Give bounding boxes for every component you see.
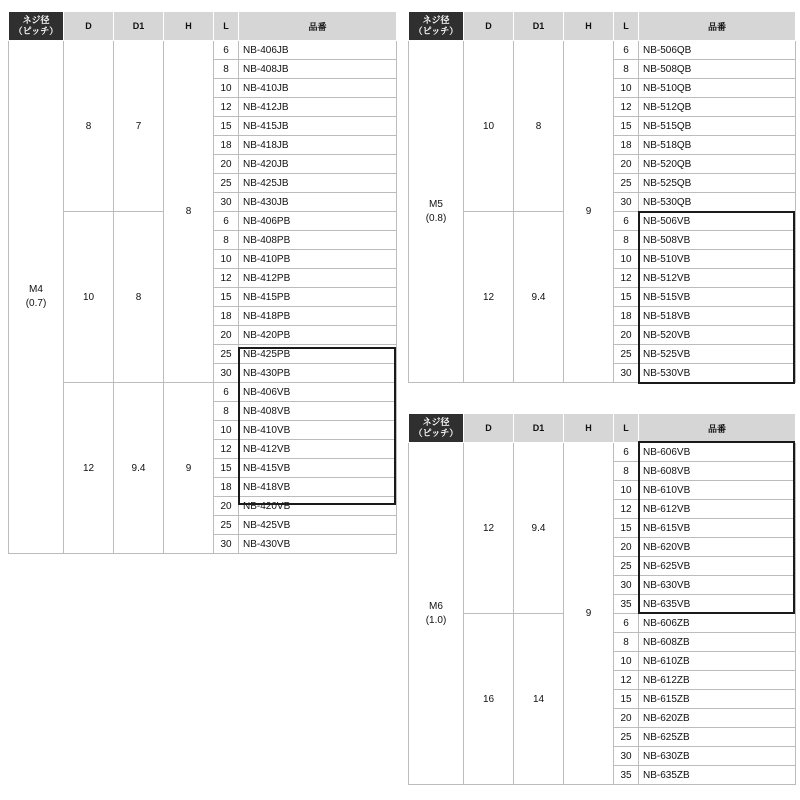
cell-part-number: NB-408JB (239, 60, 397, 79)
cell-part-number: NB-425VB (239, 516, 397, 535)
spec-table-m6 (408, 413, 796, 785)
cell-part-number: NB-406JB (239, 41, 397, 60)
cell-d1: 9.4 (114, 383, 164, 554)
cell-part-number: NB-512VB (639, 269, 796, 288)
col-header-h: H (564, 414, 614, 443)
spec-table-m5 (408, 11, 796, 383)
cell-part-number: NB-412JB (239, 98, 397, 117)
cell-l: 20 (614, 709, 639, 728)
cell-l: 6 (214, 383, 239, 402)
cell-d: 16 (464, 614, 514, 785)
cell-h: 9 (164, 383, 214, 554)
cell-part-number: NB-630VB (639, 576, 796, 595)
cell-l: 12 (214, 269, 239, 288)
cell-part-number: NB-620VB (639, 538, 796, 557)
cell-l: 6 (614, 443, 639, 462)
header-row (9, 12, 397, 41)
cell-l: 30 (214, 535, 239, 554)
cell-l: 15 (214, 459, 239, 478)
cell-part-number: NB-512QB (639, 98, 796, 117)
thread-size-cell (409, 41, 464, 383)
cell-part-number: NB-635ZB (639, 766, 796, 785)
cell-l: 15 (214, 288, 239, 307)
cell-part-number: NB-410JB (239, 79, 397, 98)
cell-l: 12 (214, 440, 239, 459)
cell-part-number: NB-420JB (239, 155, 397, 174)
cell-l: 6 (614, 614, 639, 633)
table-row (409, 443, 796, 462)
cell-part-number: NB-412PB (239, 269, 397, 288)
col-header-part: 品番 (639, 12, 796, 41)
cell-l: 18 (614, 136, 639, 155)
cell-part-number: NB-518VB (639, 307, 796, 326)
cell-l: 25 (614, 345, 639, 364)
cell-part-number: NB-408PB (239, 231, 397, 250)
cell-l: 15 (614, 117, 639, 136)
cell-d: 12 (464, 212, 514, 383)
cell-l: 20 (214, 155, 239, 174)
cell-l: 6 (214, 41, 239, 60)
spec-table-m4 (8, 11, 397, 554)
col-header-d1: D1 (114, 12, 164, 41)
cell-d: 10 (464, 41, 514, 212)
thread-header-line1: ネジ径 (422, 417, 450, 427)
cell-part-number: NB-525QB (639, 174, 796, 193)
cell-part-number: NB-408VB (239, 402, 397, 421)
cell-part-number: NB-625ZB (639, 728, 796, 747)
thread-header-line1: ネジ径 (22, 15, 50, 25)
cell-part-number: NB-425JB (239, 174, 397, 193)
thread-pitch: (0.7) (25, 298, 47, 309)
cell-part-number: NB-525VB (639, 345, 796, 364)
cell-l: 8 (614, 231, 639, 250)
cell-part-number: NB-415JB (239, 117, 397, 136)
cell-l: 18 (214, 136, 239, 155)
cell-l: 25 (214, 345, 239, 364)
cell-l: 30 (614, 747, 639, 766)
cell-part-number: NB-510VB (639, 250, 796, 269)
cell-l: 10 (214, 250, 239, 269)
col-header-d: D (464, 414, 514, 443)
cell-part-number: NB-606ZB (639, 614, 796, 633)
cell-part-number: NB-425PB (239, 345, 397, 364)
cell-part-number: NB-608VB (639, 462, 796, 481)
cell-l: 25 (214, 516, 239, 535)
cell-part-number: NB-420VB (239, 497, 397, 516)
cell-part-number: NB-530VB (639, 364, 796, 383)
thread-size-cell (409, 443, 464, 785)
col-header-d1: D1 (514, 414, 564, 443)
col-header-thread (409, 414, 464, 443)
cell-part-number: NB-615ZB (639, 690, 796, 709)
col-header-d: D (64, 12, 114, 41)
cell-part-number: NB-410PB (239, 250, 397, 269)
cell-d1: 14 (514, 614, 564, 785)
cell-part-number: NB-510QB (639, 79, 796, 98)
cell-l: 18 (614, 307, 639, 326)
cell-l: 10 (614, 250, 639, 269)
thread-header-line2: （ピッチ） (13, 26, 59, 36)
cell-l: 18 (214, 478, 239, 497)
col-header-thread (409, 12, 464, 41)
cell-part-number: NB-610ZB (639, 652, 796, 671)
col-header-h: H (564, 12, 614, 41)
col-header-part: 品番 (239, 12, 397, 41)
col-header-thread (9, 12, 64, 41)
cell-l: 30 (614, 193, 639, 212)
cell-l: 15 (614, 288, 639, 307)
col-header-l: L (614, 414, 639, 443)
cell-l: 30 (614, 364, 639, 383)
cell-l: 35 (614, 595, 639, 614)
cell-l: 30 (614, 576, 639, 595)
cell-part-number: NB-508QB (639, 60, 796, 79)
table-row (9, 41, 397, 60)
cell-d1: 9.4 (514, 443, 564, 614)
cell-part-number: NB-430VB (239, 535, 397, 554)
cell-h: 9 (564, 41, 614, 383)
cell-l: 8 (614, 633, 639, 652)
col-header-l: L (614, 12, 639, 41)
table-row (409, 41, 796, 60)
cell-l: 10 (214, 79, 239, 98)
cell-l: 35 (614, 766, 639, 785)
cell-part-number: NB-612VB (639, 500, 796, 519)
thread-header-line2: （ピッチ） (413, 428, 459, 438)
cell-part-number: NB-418PB (239, 307, 397, 326)
cell-l: 15 (614, 519, 639, 538)
cell-part-number: NB-620ZB (639, 709, 796, 728)
cell-part-number: NB-410VB (239, 421, 397, 440)
cell-part-number: NB-418JB (239, 136, 397, 155)
cell-part-number: NB-610VB (639, 481, 796, 500)
cell-l: 25 (614, 728, 639, 747)
cell-l: 20 (214, 326, 239, 345)
cell-part-number: NB-608ZB (639, 633, 796, 652)
cell-l: 8 (214, 231, 239, 250)
col-header-part: 品番 (639, 414, 796, 443)
cell-part-number: NB-506VB (639, 212, 796, 231)
cell-l: 30 (214, 364, 239, 383)
cell-l: 10 (214, 421, 239, 440)
cell-d: 10 (64, 212, 114, 383)
cell-l: 12 (614, 98, 639, 117)
cell-part-number: NB-606VB (639, 443, 796, 462)
cell-l: 15 (614, 690, 639, 709)
cell-part-number: NB-615VB (639, 519, 796, 538)
cell-part-number: NB-515QB (639, 117, 796, 136)
col-header-d1: D1 (514, 12, 564, 41)
cell-part-number: NB-518QB (639, 136, 796, 155)
cell-l: 20 (214, 497, 239, 516)
cell-l: 6 (614, 212, 639, 231)
cell-part-number: NB-406PB (239, 212, 397, 231)
cell-part-number: NB-520QB (639, 155, 796, 174)
cell-d1: 7 (114, 41, 164, 212)
thread-size-cell (9, 41, 64, 554)
cell-part-number: NB-506QB (639, 41, 796, 60)
header-row (409, 414, 796, 443)
table-row (9, 383, 397, 402)
cell-part-number: NB-430PB (239, 364, 397, 383)
cell-l: 12 (214, 98, 239, 117)
cell-l: 20 (614, 326, 639, 345)
col-header-l: L (214, 12, 239, 41)
cell-part-number: NB-415PB (239, 288, 397, 307)
cell-l: 12 (614, 500, 639, 519)
cell-l: 25 (614, 174, 639, 193)
thread-pitch: (0.8) (425, 212, 447, 224)
cell-l: 25 (614, 557, 639, 576)
thread-pitch: (1.0) (425, 614, 447, 626)
cell-l: 10 (614, 652, 639, 671)
cell-part-number: NB-412VB (239, 440, 397, 459)
cell-d: 12 (464, 443, 514, 614)
cell-part-number: NB-625VB (639, 557, 796, 576)
cell-l: 30 (214, 193, 239, 212)
thread-header-line1: ネジ径 (422, 15, 450, 25)
cell-l: 25 (214, 174, 239, 193)
col-header-d: D (464, 12, 514, 41)
cell-part-number: NB-520VB (639, 326, 796, 345)
cell-l: 10 (614, 481, 639, 500)
cell-part-number: NB-420PB (239, 326, 397, 345)
cell-d: 8 (64, 41, 114, 212)
cell-part-number: NB-630ZB (639, 747, 796, 766)
cell-l: 8 (614, 60, 639, 79)
cell-d1: 8 (114, 212, 164, 383)
cell-d1: 9.4 (514, 212, 564, 383)
thread-header-line2: （ピッチ） (413, 26, 459, 36)
cell-part-number: NB-530QB (639, 193, 796, 212)
cell-h: 8 (164, 41, 214, 383)
cell-l: 8 (214, 60, 239, 79)
cell-l: 6 (214, 212, 239, 231)
cell-l: 18 (214, 307, 239, 326)
cell-part-number: NB-612ZB (639, 671, 796, 690)
cell-d: 12 (64, 383, 114, 554)
cell-h: 9 (564, 443, 614, 785)
cell-part-number: NB-508VB (639, 231, 796, 250)
cell-part-number: NB-635VB (639, 595, 796, 614)
thread-size: M5 (429, 198, 443, 210)
header-row (409, 12, 796, 41)
cell-part-number: NB-406VB (239, 383, 397, 402)
cell-part-number: NB-418VB (239, 478, 397, 497)
col-header-h: H (164, 12, 214, 41)
cell-l: 12 (614, 269, 639, 288)
cell-l: 20 (614, 155, 639, 174)
cell-part-number: NB-515VB (639, 288, 796, 307)
cell-l: 15 (214, 117, 239, 136)
cell-part-number: NB-415VB (239, 459, 397, 478)
cell-d1: 8 (514, 41, 564, 212)
thread-size: M4 (29, 284, 43, 295)
cell-l: 8 (614, 462, 639, 481)
cell-l: 10 (614, 79, 639, 98)
cell-l: 20 (614, 538, 639, 557)
cell-part-number: NB-430JB (239, 193, 397, 212)
cell-l: 12 (614, 671, 639, 690)
cell-l: 8 (214, 402, 239, 421)
cell-l: 6 (614, 41, 639, 60)
thread-size: M6 (429, 600, 443, 612)
